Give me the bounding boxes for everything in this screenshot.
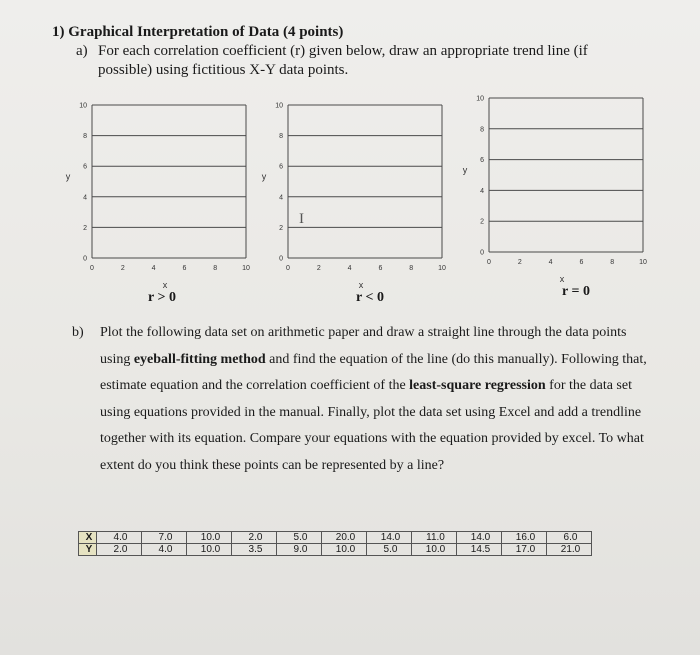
- table-cell-x-1: 7.0: [142, 532, 187, 544]
- ytick-label-3: 6: [279, 163, 283, 171]
- xtick-label-4: 8: [409, 265, 414, 272]
- table-cell-x-8: 14.0: [457, 532, 502, 544]
- part-a-text: For each correlation coefficient (r) given below, draw an appropriate trend line (if possible) using fictitious X-Y data points.: [98, 43, 588, 78]
- xtick-label-5: 10: [639, 259, 647, 266]
- table-cell-x-2: 10.0: [187, 532, 232, 544]
- xtick-label-4: 8: [610, 259, 615, 266]
- x-axis-label: x: [162, 280, 168, 290]
- x-axis-label: x: [358, 280, 364, 290]
- table-cell-x-7: 11.0: [412, 532, 457, 544]
- part-b-text: Plot the following data set on arithmetic paper and draw a straight line through the data points using eyeball-fitting method and find the equation of the line (do this manually). Following that, estimate equation and the correlation coefficient of the least-square regression for the data set using equations provided in the manual. Finally, plot the data set using Excel and add a trendline together with its equation. Compare your equations with the equation provided by excel. To what extent do you think these points can be represented by a line?: [100, 325, 647, 473]
- ytick-label-0: 0: [279, 255, 283, 263]
- xtick-label-1: 2: [517, 259, 522, 266]
- ytick-label-4: 8: [279, 133, 283, 141]
- question-title: 1) Graphical Interpretation of Data (4 points): [52, 24, 344, 40]
- table-cell-y-7: 10.0: [412, 544, 457, 556]
- text-cursor-icon: I: [299, 211, 304, 227]
- table-row-y: [79, 544, 592, 556]
- table-row-x: [79, 532, 592, 544]
- table-cell-y-9: 17.0: [502, 544, 547, 556]
- ytick-label-2: 4: [279, 194, 283, 202]
- graph-r-zero: [0, 0, 700, 300]
- xtick-label-5: 10: [438, 265, 446, 272]
- table-cell-y-0: 2.0: [97, 544, 142, 556]
- xtick-label-1: 2: [120, 265, 125, 272]
- table-cell-x-0: 4.0: [97, 532, 142, 544]
- xtick-label-2: 4: [151, 265, 156, 272]
- caption-r-negative: r < 0: [356, 290, 384, 305]
- xtick-label-0: 0: [487, 259, 491, 266]
- table-cell-x-10: 6.0: [547, 532, 592, 544]
- table-cell-x-4: 5.0: [277, 532, 322, 544]
- ytick-label-5: 10: [275, 102, 283, 110]
- table-cell-y-8: 14.5: [457, 544, 502, 556]
- table-cell-y-5: 10.0: [322, 544, 367, 556]
- data-table: [78, 531, 592, 556]
- ytick-label-4: 8: [480, 126, 484, 134]
- ytick-label-4: 8: [83, 133, 87, 141]
- table-cell-x-3: 2.0: [232, 532, 277, 544]
- ytick-label-3: 6: [83, 163, 87, 171]
- xtick-label-0: 0: [90, 265, 94, 272]
- xtick-label-1: 2: [316, 265, 321, 272]
- ytick-label-0: 0: [83, 255, 87, 263]
- ytick-label-1: 2: [279, 224, 283, 232]
- ytick-label-3: 6: [480, 157, 484, 165]
- ytick-label-1: 2: [83, 224, 87, 232]
- row-header-y: Y: [79, 544, 97, 556]
- table-cell-y-6: 5.0: [367, 544, 412, 556]
- ytick-label-2: 4: [83, 194, 87, 202]
- ytick-label-5: 10: [476, 95, 484, 103]
- y-axis-label: y: [462, 165, 468, 175]
- xtick-label-5: 10: [242, 265, 250, 272]
- table-cell-y-2: 10.0: [187, 544, 232, 556]
- table-cell-x-6: 14.0: [367, 532, 412, 544]
- xtick-label-2: 4: [347, 265, 352, 272]
- x-axis-label: x: [559, 274, 565, 284]
- row-header-x: X: [79, 532, 97, 544]
- ytick-label-0: 0: [480, 249, 484, 257]
- table-cell-x-5: 20.0: [322, 532, 367, 544]
- y-axis-label: y: [65, 171, 71, 182]
- ytick-label-2: 4: [480, 187, 484, 195]
- ytick-label-1: 2: [480, 218, 484, 226]
- part-b-label: b): [72, 325, 84, 340]
- ytick-label-5: 10: [79, 102, 87, 110]
- xtick-label-3: 6: [579, 259, 584, 266]
- table-cell-y-1: 4.0: [142, 544, 187, 556]
- table-cell-y-10: 21.0: [547, 544, 592, 556]
- caption-r-positive: r > 0: [148, 290, 176, 305]
- xtick-label-3: 6: [182, 265, 187, 272]
- xtick-label-3: 6: [378, 265, 383, 272]
- xtick-label-4: 8: [213, 265, 218, 272]
- caption-r-zero: r = 0: [562, 284, 590, 299]
- xtick-label-0: 0: [286, 265, 290, 272]
- part-a-label: a): [76, 43, 88, 59]
- table-cell-y-3: 3.5: [232, 544, 277, 556]
- table-cell-x-9: 16.0: [502, 532, 547, 544]
- table-cell-y-4: 9.0: [277, 544, 322, 556]
- xtick-label-2: 4: [548, 259, 553, 266]
- y-axis-label: y: [261, 171, 267, 182]
